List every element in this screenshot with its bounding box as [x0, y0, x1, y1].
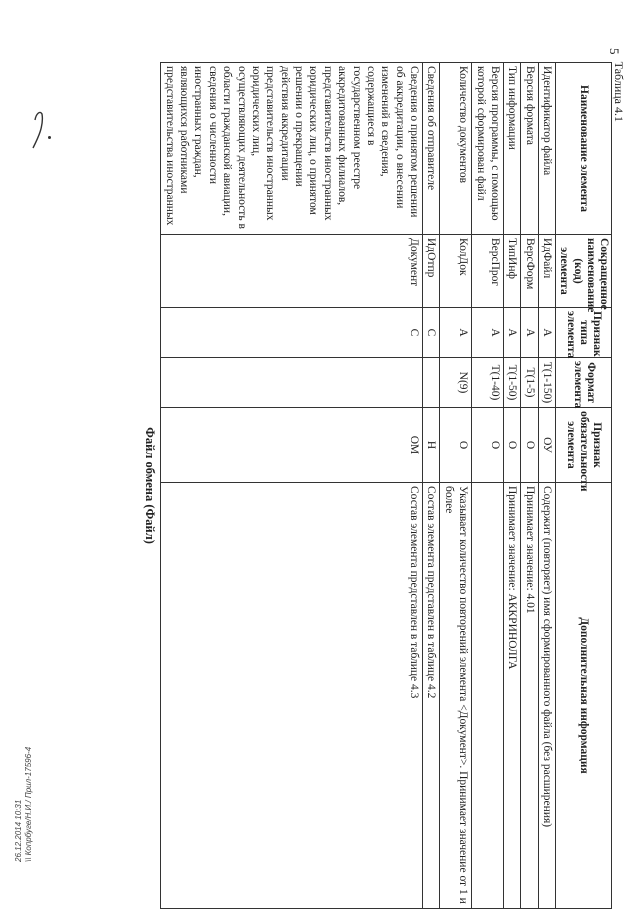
table-row [504, 63, 521, 909]
header-element-type: Признак типа элемента [556, 308, 612, 358]
cell-element-required: О [521, 408, 538, 483]
table-caption-label: Таблица 4.1 [612, 61, 626, 122]
cell-element-name: Версия формата [521, 63, 538, 235]
cell-additional-info: Указывает количество повторений элемента <Документ>. Принимает значение от 1 и более [440, 483, 472, 909]
table-title: Файл обмена (Файл) [143, 427, 158, 544]
header-element-code: Сокращенное наименование (код) элемента [556, 235, 612, 308]
cell-element-name: Количество документов [440, 63, 472, 235]
cell-element-name: Сведения об отправителе [423, 63, 440, 235]
table-header-row [556, 63, 612, 909]
cell-element-type: А [504, 308, 521, 358]
cell-element-type: А [538, 308, 555, 358]
header-element-required: Признак обязательности элемента [556, 408, 612, 483]
cell-element-type: С [423, 308, 440, 358]
print-timestamp: 26.12.2014 10:31 [14, 799, 23, 862]
cell-element-required: Н [423, 408, 440, 483]
cell-element-format: N(9) [440, 358, 472, 408]
cell-element-required: ОУ [538, 408, 555, 483]
cell-element-type: А [472, 308, 504, 358]
cell-element-required: ОМ [161, 408, 423, 483]
cell-element-name: Тип информации [504, 63, 521, 235]
table-row [472, 63, 504, 909]
cell-additional-info [472, 483, 504, 909]
cell-element-format: T(1-50) [504, 358, 521, 408]
cell-element-name: Сведения о принятом решении об аккредитации, о внесении изменений в сведения, содержащиеся в государственном реестре аккредитованных филиалов, представительств иностранных юридических лиц, о принятом решении о прекращении действия аккредитации представительств иностранных юридических лиц, осуществляющих деятельность в области гражданской авиации, сведения о численности иностранных граждан, являющихся работниками представительства иностранных [161, 63, 423, 235]
table-row [538, 63, 555, 909]
cell-element-format: T(1-150) [538, 358, 555, 408]
cell-element-code: ИдФайл [538, 235, 555, 308]
cell-element-required: О [472, 408, 504, 483]
cell-element-type: С [161, 308, 423, 358]
cell-element-name: Версия программы, с помощью которой сформирован файл [472, 63, 504, 235]
cell-element-code: ВерсПрог [472, 235, 504, 308]
cell-element-required: О [504, 408, 521, 483]
file-path: \\ Копрбуге/Н.И./ Прил-17596-4 [23, 746, 33, 862]
cell-additional-info: Содержит (повторяет) имя сформированного файла (без расширения) [538, 483, 555, 909]
cell-element-code: ВерсФорм [521, 235, 538, 308]
cell-element-type: А [440, 308, 472, 358]
cell-element-format: T(1-40) [472, 358, 504, 408]
cell-additional-info: Состав элемента представлен в таблице 4.3 [161, 483, 423, 909]
table-row [161, 63, 423, 909]
header-additional-info: Дополнительная информация [556, 483, 612, 909]
print-footer [14, 742, 42, 862]
handwritten-mark [30, 108, 48, 150]
table-row [440, 63, 472, 909]
cell-element-name: Идентификатор файла [538, 63, 555, 235]
cell-element-format [423, 358, 440, 408]
cell-additional-info: Принимает значение: 4.01 [521, 483, 538, 909]
rotated-table-block [135, 62, 612, 908]
header-element-format: Формат элемента [556, 358, 612, 408]
table-header [556, 63, 612, 909]
ink-dot [48, 136, 51, 139]
cell-element-code: КолДок [440, 235, 472, 308]
page-number: 5 [607, 48, 622, 55]
cell-element-format [161, 358, 423, 408]
cell-element-format: T(1-5) [521, 358, 538, 408]
cell-element-code: ТипИнф [504, 235, 521, 308]
cell-element-code: Документ [161, 235, 423, 308]
header-element-name: Наименование элемента [556, 63, 612, 235]
exchange-file-table [142, 62, 612, 909]
cell-element-type: А [521, 308, 538, 358]
table-row [521, 63, 538, 909]
table-row [423, 63, 440, 909]
table-body [161, 63, 556, 909]
cell-element-required: О [440, 408, 472, 483]
cell-additional-info: Принимает значение: АККРИНОЛГА [504, 483, 521, 909]
cell-additional-info: Состав элемента представлен в таблице 4.2 [423, 483, 440, 909]
cell-element-code: ИдОтпр [423, 235, 440, 308]
